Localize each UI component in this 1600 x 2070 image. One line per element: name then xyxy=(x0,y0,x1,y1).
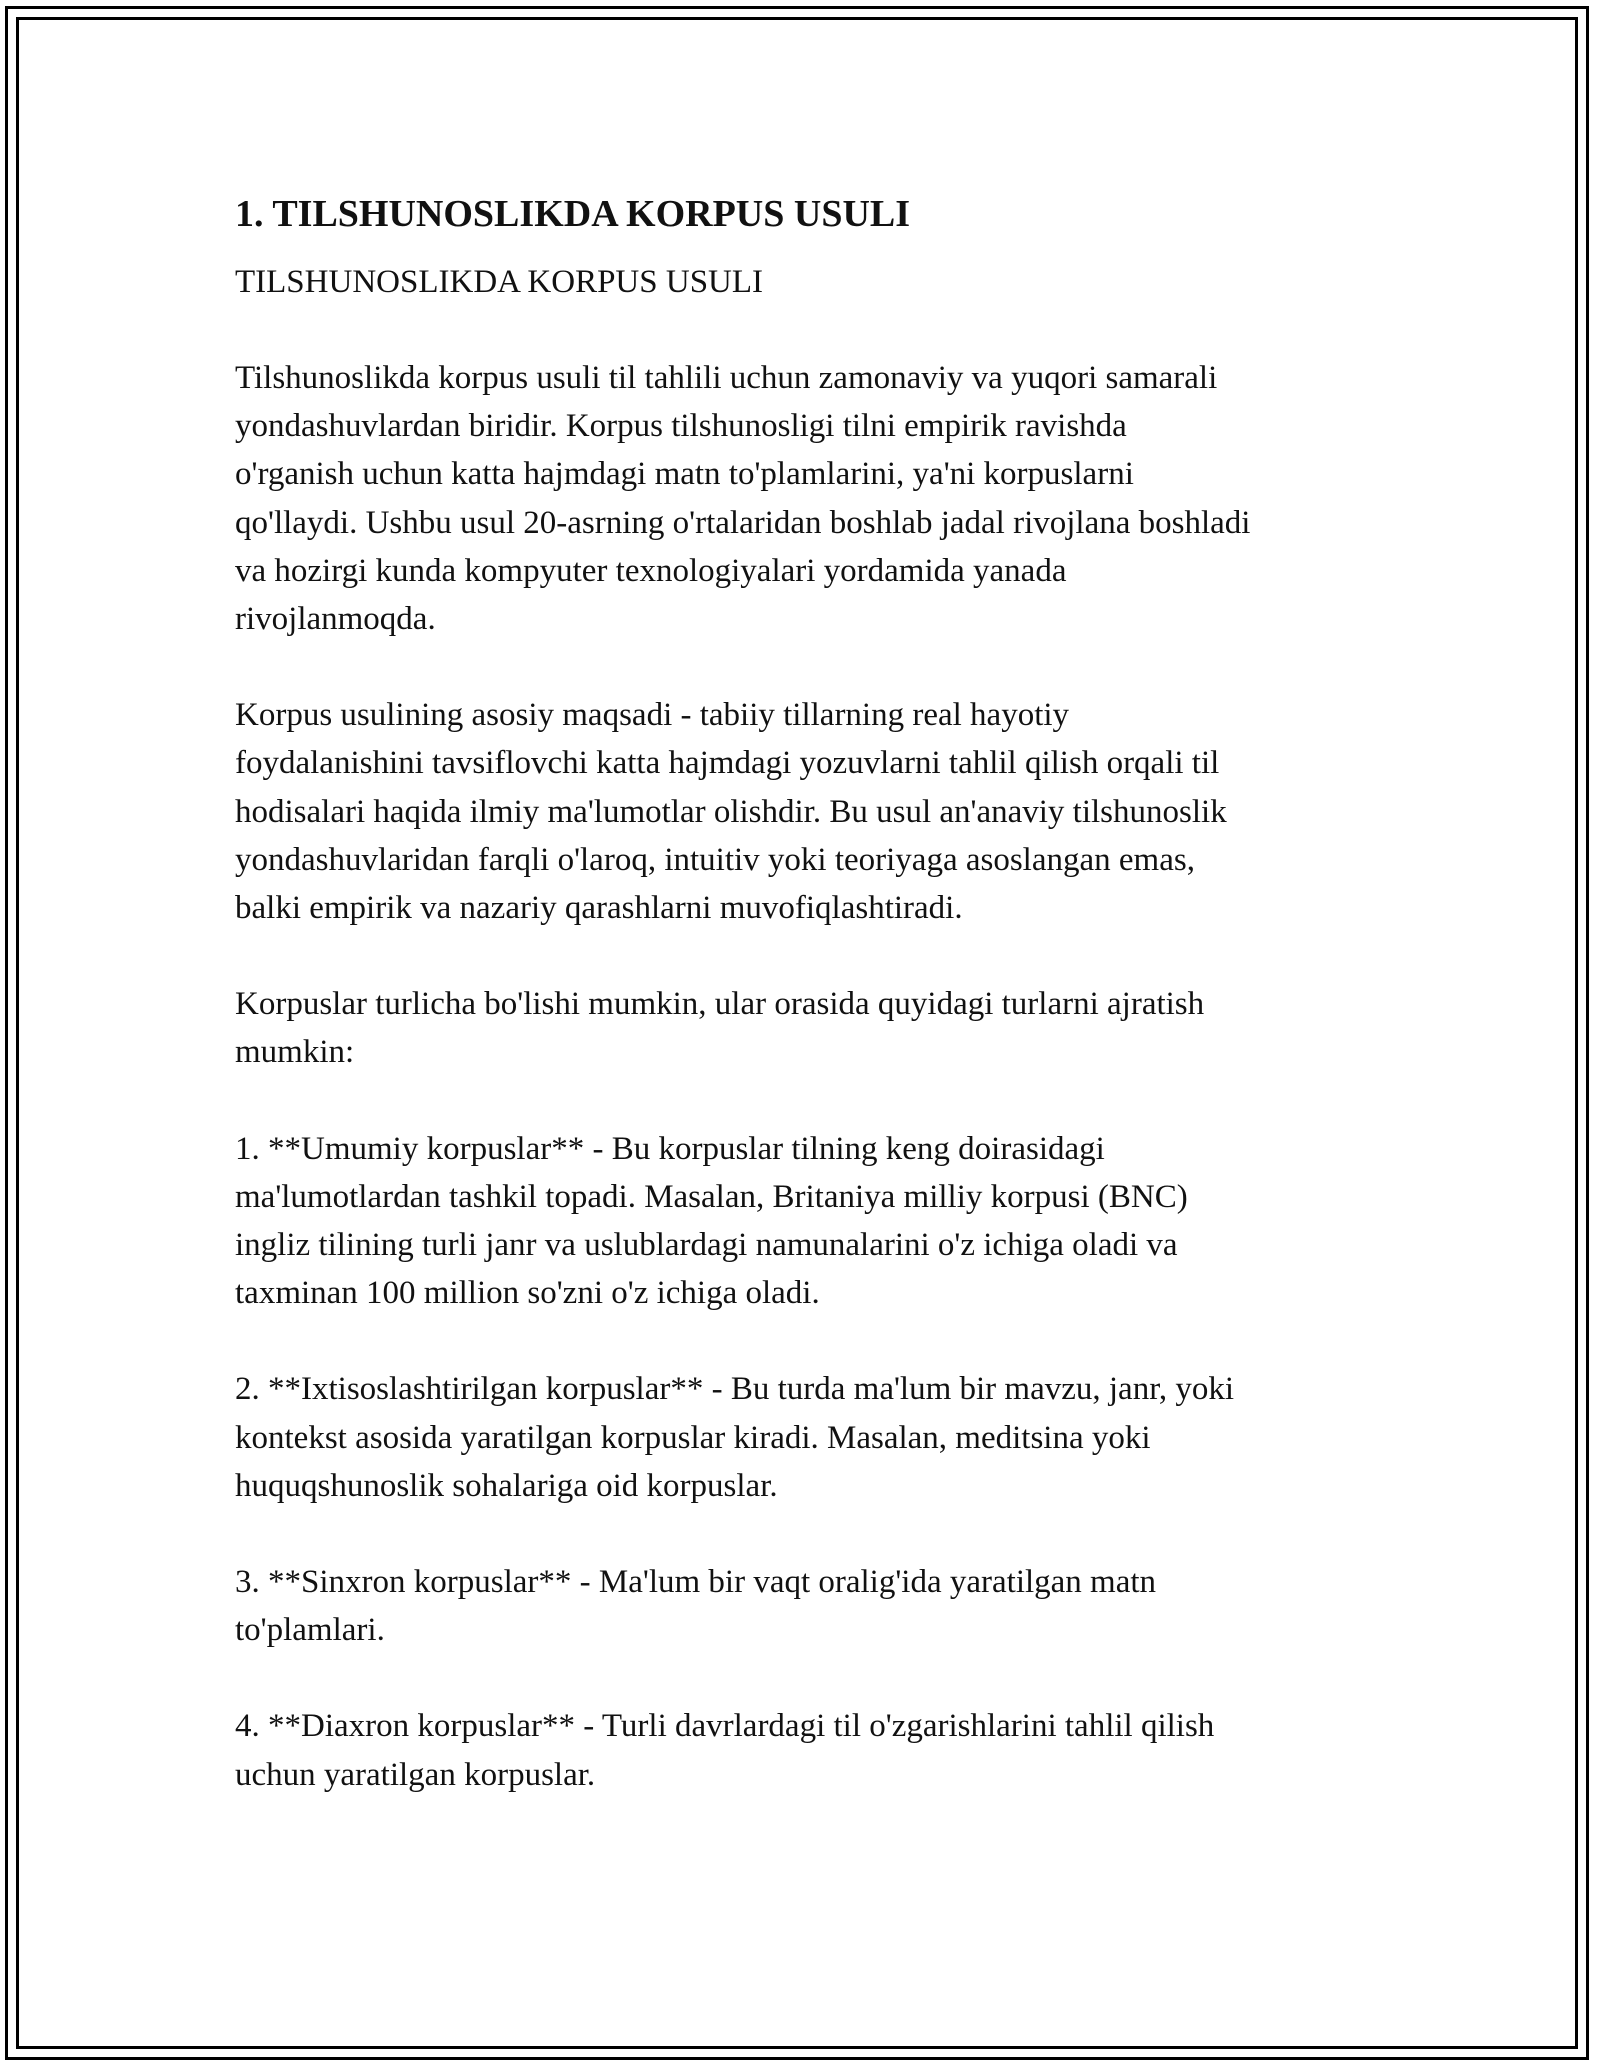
text-line: 4. **Diaxron korpuslar** - Turli davrlardagi til o'zgarishlarini tahlil qilish xyxy=(235,1708,1215,1745)
text-line: qo'llaydi. Ushbu usul 20-asrning o'rtalaridan boshlab jadal rivojlana boshladi xyxy=(235,504,1251,541)
text-line: Tilshunoslikda korpus usuli til tahlili uchun zamonaviy va yuqori samarali xyxy=(235,360,1218,396)
text-line: ma'lumotlardan tashkil topadi. Masalan, Britaniya milliy korpusi (BNC) xyxy=(235,1178,1188,1215)
text-line: taxminan 100 million so'zni o'z ichiga oladi. xyxy=(235,1275,820,1312)
text-line: ingliz tilining turli janr va uslublardagi namunalarini o'z ichiga oladi va xyxy=(235,1227,1178,1264)
paragraph-intro xyxy=(235,354,1375,643)
text-line: yondashuvlaridan farqli o'laroq, intuitiv yoki teoriyaga asoslangan emas, xyxy=(235,841,1195,878)
text-line: rivojlanmoqda. xyxy=(235,601,436,638)
paragraph-purpose xyxy=(235,691,1375,932)
list-item-diachronic-corpora xyxy=(235,1702,1375,1798)
text-line: 3. **Sinxron korpuslar** - Ma'lum bir vaqt oralig'ida yaratilgan matn xyxy=(235,1564,1157,1601)
text-line: Korpus usulining asosiy maqsadi - tabiiy tillarning real hayotiy xyxy=(235,697,1070,734)
paragraph-types-intro xyxy=(235,980,1375,1076)
text-line: o'rganish uchun katta hajmdagi matn to'plamlarini, ya'ni korpuslarni xyxy=(235,456,1134,493)
document-subtitle: TILSHUNOSLIKDA KORPUS USULI xyxy=(235,264,764,300)
text-line: mumkin: xyxy=(235,1034,355,1071)
text-line: yondashuvlardan biridir. Korpus tilshunosligi tilni empirik ravishda xyxy=(235,408,1127,445)
text-line: Korpuslar turlicha bo'lishi mumkin, ular orasida quyidagi turlarni ajratish xyxy=(235,986,1205,1023)
text-line: kontekst asosida yaratilgan korpuslar kiradi. Masalan, meditsina yoki xyxy=(235,1419,1151,1456)
text-line: hodisalari haqida ilmiy ma'lumotlar olishdir. Bu usul an'anaviy tilshunoslik xyxy=(235,793,1227,830)
document-title: 1. TILSHUNOSLIKDA KORPUS USULI xyxy=(235,193,911,235)
document-body xyxy=(235,186,1375,1799)
text-line: 2. **Ixtisoslashtirilgan korpuslar** - Bu turda ma'lum bir mavzu, janr, yoki xyxy=(235,1371,1235,1408)
text-line: uchun yaratilgan korpuslar. xyxy=(235,1756,596,1793)
list-item-synchronic-corpora xyxy=(235,1558,1375,1654)
list-item-specialized-corpora xyxy=(235,1365,1375,1510)
text-line: to'plamlari. xyxy=(235,1612,385,1649)
list-item-general-corpora xyxy=(235,1125,1375,1318)
text-line: huquqshunoslik sohalariga oid korpuslar. xyxy=(235,1467,778,1504)
text-line: balki empirik va nazariy qarashlarni muvofiqlashtiradi. xyxy=(235,890,963,927)
text-line: foydalanishini tavsiflovchi katta hajmdagi yozuvlarni tahlil qilish orqali til xyxy=(235,745,1220,782)
text-line: va hozirgi kunda kompyuter texnologiyalari yordamida yanada xyxy=(235,552,1067,589)
text-line: 1. **Umumiy korpuslar** - Bu korpuslar tilning keng doirasidagi xyxy=(235,1130,1105,1167)
